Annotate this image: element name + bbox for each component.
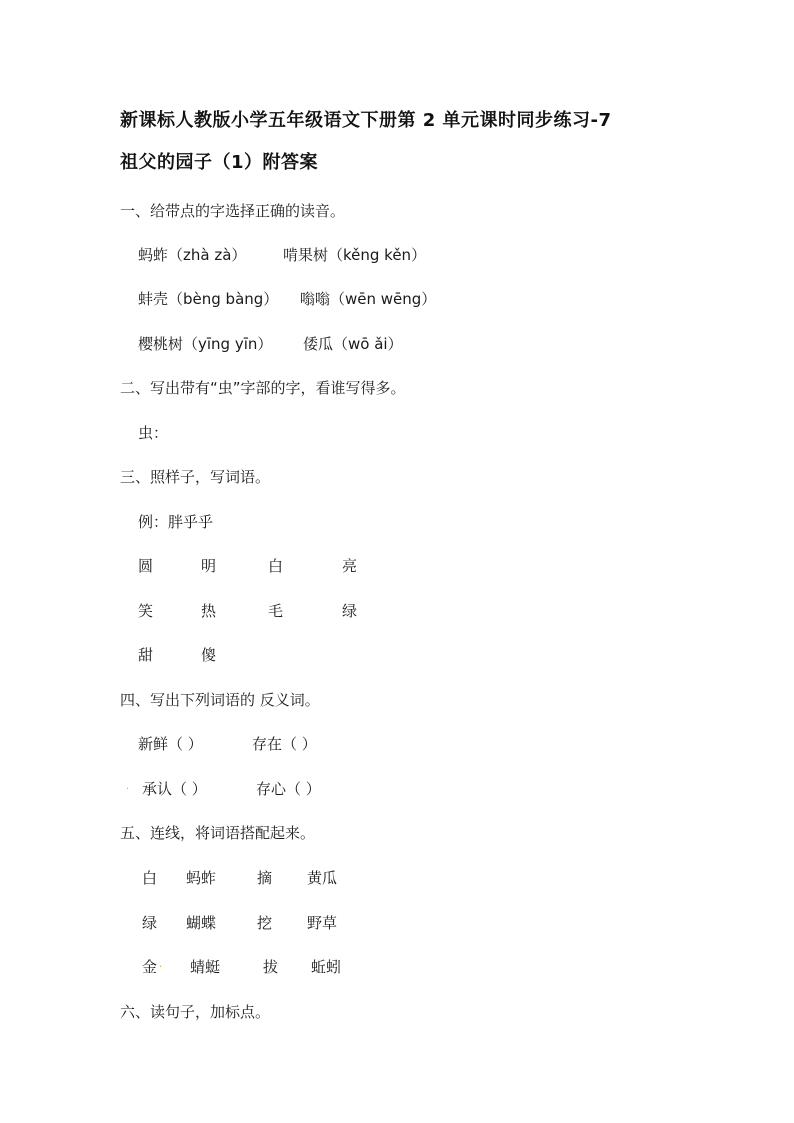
- pinyin-item: 嗡嗡（wēn wēng）: [300, 290, 437, 308]
- example-line: 例：胖乎乎: [138, 513, 214, 531]
- match-word: 蝴蝶: [186, 914, 217, 932]
- section1-heading: 一、给带点的字选择正确的读音。: [120, 202, 346, 220]
- word-cell: 亮: [342, 557, 358, 575]
- match-word: 挖: [257, 914, 273, 932]
- word-cell: 傻: [201, 646, 217, 664]
- antonym-item: 新鲜（ ）: [138, 735, 203, 753]
- match-word: 蚯蚓: [311, 958, 342, 976]
- section6-heading: 六、读句子，加标点。: [120, 1003, 271, 1021]
- match-word: 绿: [142, 914, 158, 932]
- pinyin-item: 樱桃树（yīng yīn）: [138, 335, 273, 353]
- section4-heading: 四、写出下列词语的 反义词。: [120, 691, 320, 709]
- antonym-item: 存心（ ）: [256, 780, 321, 798]
- stray-mark: ·: [159, 962, 163, 973]
- word-cell: 甜: [138, 646, 154, 664]
- word-cell: 圆: [138, 557, 154, 575]
- match-word: 拔: [263, 958, 279, 976]
- stray-mark: ·: [126, 784, 130, 795]
- section3-heading: 三、照样子，写词语。: [120, 468, 271, 486]
- match-word: 摘: [257, 869, 273, 887]
- radical-answer-line: 虫：: [138, 424, 169, 442]
- word-cell: 白: [268, 557, 284, 575]
- doc-title-line1: 新课标人教版小学五年级语文下册第 2 单元课时同步练习-7: [120, 110, 612, 131]
- section5-heading: 五、连线，将词语搭配起来。: [120, 824, 316, 842]
- section2-heading: 二、写出带有“虫”字部的字，看谁写得多。: [120, 379, 406, 397]
- word-cell: 笑: [138, 602, 154, 620]
- match-word: 野草: [307, 914, 338, 932]
- pinyin-item: 倭瓜（wō ǎi）: [303, 335, 403, 353]
- word-cell: 明: [201, 557, 217, 575]
- doc-title-line2: 祖父的园子（1）附答案: [120, 152, 319, 173]
- pinyin-item: 蚌壳（bèng bàng）: [138, 290, 279, 308]
- match-word: 蜻蜓: [190, 958, 221, 976]
- pinyin-item: 蚂蚱（zhà zà）: [138, 246, 247, 264]
- match-word: 金: [142, 958, 158, 976]
- match-word: 蚂蚱: [186, 869, 217, 887]
- word-cell: 热: [201, 602, 217, 620]
- antonym-item: 承认（ ）: [142, 780, 207, 798]
- pinyin-item: 啃果树（kěng kěn）: [283, 246, 427, 264]
- word-cell: 毛: [268, 602, 284, 620]
- match-word: 白: [142, 869, 158, 887]
- word-cell: 绿: [342, 602, 358, 620]
- match-word: 黄瓜: [307, 869, 338, 887]
- antonym-item: 存在（ ）: [252, 735, 317, 753]
